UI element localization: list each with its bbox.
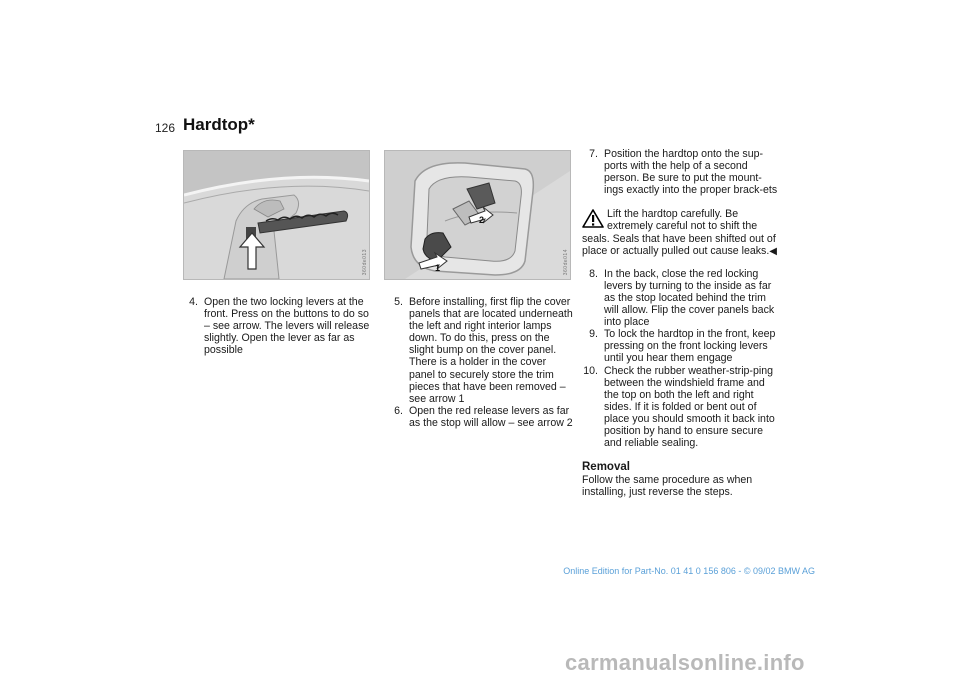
removal-heading: Removal — [582, 461, 630, 474]
figure-cover-panel — [384, 150, 571, 280]
warning-text: Lift the hardtop carefully. Be extremely careful not to shift the seals. Seals that have been shifted out of place or actually pulled out cause leaks. — [582, 208, 776, 257]
list-item — [582, 328, 778, 364]
figure-code: 360de014 — [563, 248, 569, 275]
instruction-list — [582, 148, 778, 196]
instruction-list — [387, 296, 575, 429]
step-number: 6. — [394, 404, 403, 417]
left-column — [182, 296, 372, 356]
page-title: Hardtop* — [183, 115, 255, 134]
cover-panel-illustration — [385, 151, 570, 279]
right-column — [582, 148, 778, 498]
warning-note — [582, 208, 778, 257]
list-item — [582, 365, 778, 450]
step-text: To lock the hardtop in the front, keep pressing on the front locking levers until you hear them engage — [604, 328, 776, 365]
step-text: Open the two locking levers at the front. Press on the buttons to do so – see arrow. The levers will release slightly. Open the lever as far as possible — [204, 296, 370, 357]
figure-code: 360de013 — [362, 248, 368, 275]
step-number: 8. — [589, 267, 598, 280]
figure-locking-lever — [183, 150, 370, 280]
middle-column — [387, 296, 575, 429]
page-number: 126 — [155, 121, 176, 135]
step-number: 9. — [589, 328, 598, 341]
svg-text:2: 2 — [479, 215, 485, 225]
end-mark-icon: ◀ — [769, 245, 777, 257]
step-text: In the back, close the red locking levers by turning to the inside as far as the stop located behind the trim will allow. Flip the cover panels back into place — [604, 267, 775, 329]
watermark: carmanualsonline.info — [565, 650, 805, 675]
step-number: 7. — [589, 148, 598, 160]
step-text: Open the red release levers as far as the stop will allow – see arrow 2 — [409, 404, 573, 429]
locking-lever-illustration — [184, 151, 369, 279]
step-text: Position the hardtop onto the sup-ports with the help of a second person. Be sure to put the mount-ings exactly into the proper brack-ets — [604, 148, 778, 197]
step-text: Check the rubber weather-strip-ping between the windshield frame and the top on both the left and right sides. If it is folded or bent out of place you should smooth it back into position by hand to ensure secure and reliable sealing. — [604, 364, 775, 450]
instruction-list — [182, 296, 372, 356]
list-item — [387, 296, 575, 405]
svg-text:1: 1 — [435, 263, 441, 273]
removal-text: Follow the same procedure as when installing, just reverse the steps. — [582, 474, 753, 499]
instruction-list — [582, 268, 778, 449]
step-number: 5. — [394, 296, 403, 308]
list-item — [182, 296, 372, 356]
step-number: 10. — [583, 364, 598, 377]
list-item — [582, 148, 778, 196]
list-item — [387, 405, 575, 429]
step-text: Before installing, first flip the cover panels that are located underneath the left and right interior lamps down. To do this, press on the slight bump on the cover panel. There is a holder in the cover panel to securely store the trim pieces that have been removed – see arrow 1 — [409, 296, 573, 405]
warning-triangle-icon — [582, 209, 604, 228]
list-item — [582, 268, 778, 328]
footer-edition-link[interactable]: Online Edition for Part-No. 01 41 0 156 806 - © 09/02 BMW AG — [563, 566, 815, 576]
step-number: 4. — [189, 296, 198, 308]
